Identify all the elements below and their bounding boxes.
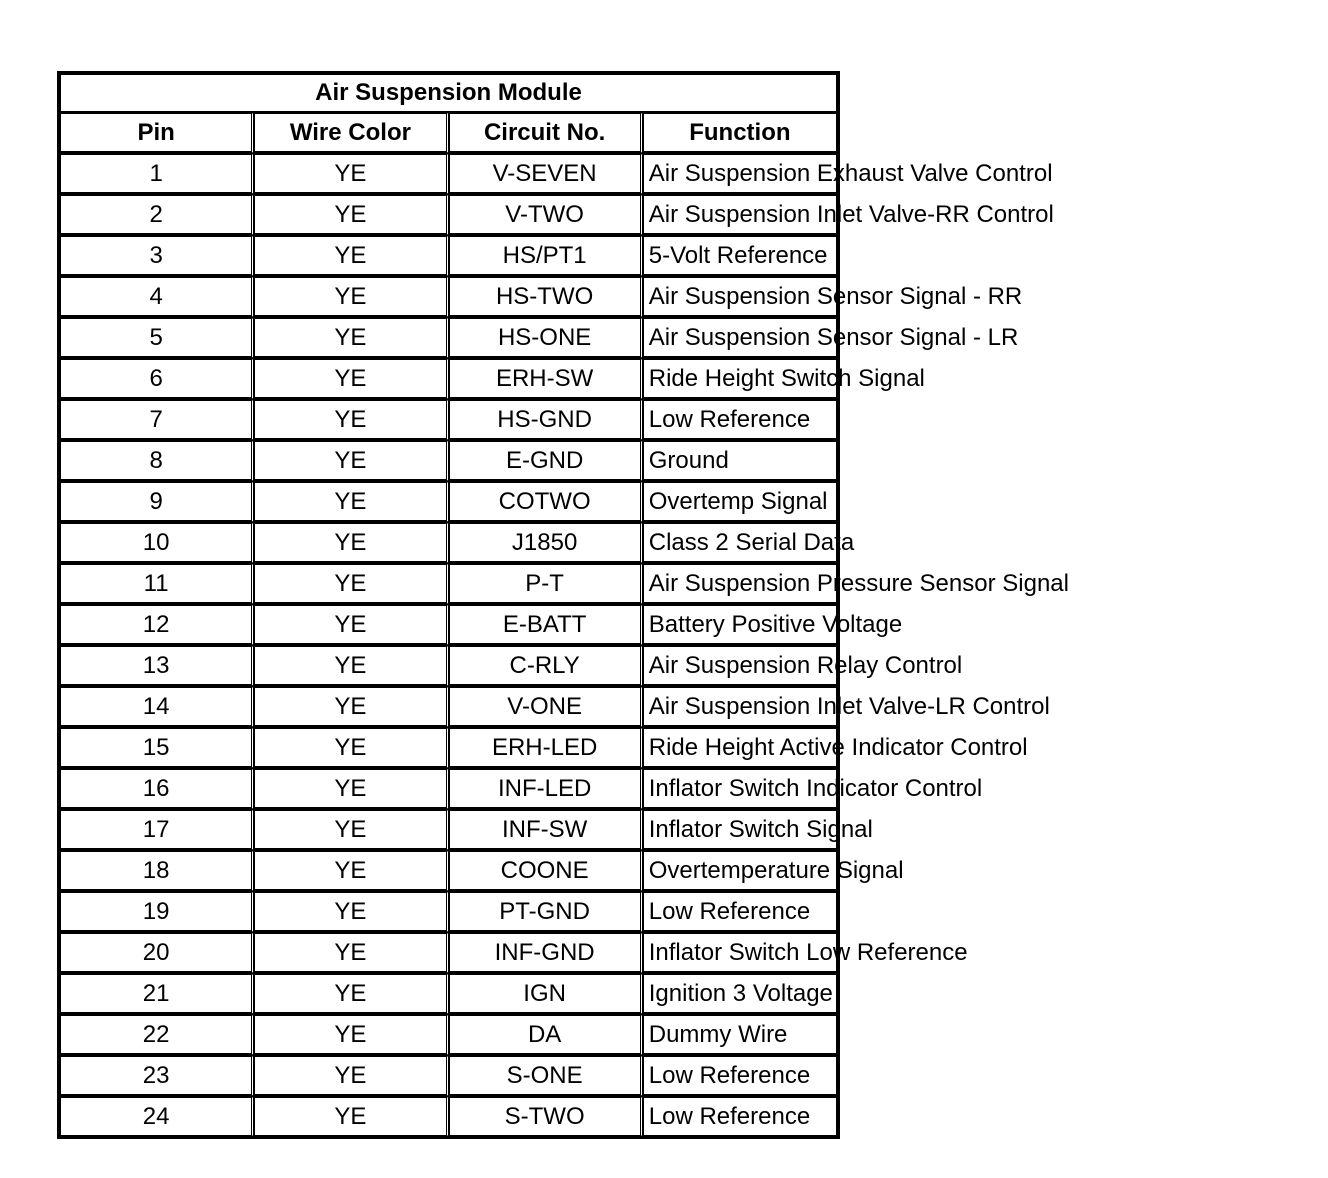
table-row [60,851,837,892]
table-row [60,195,837,236]
table-row [60,523,837,564]
function-cell: Low Reference [643,892,837,933]
table-row [60,277,837,318]
pin-cell: 1 [60,154,254,195]
function-cell: 5-Volt Reference [643,236,837,277]
table-row [60,769,837,810]
table-row [60,687,837,728]
function-cell: Air Suspension Sensor Signal - LR [643,318,837,359]
table-row [60,1097,837,1136]
function-cell: Low Reference [643,1097,837,1136]
wire-color-cell: YE [254,400,448,441]
function-cell: Air Suspension Sensor Signal - RR [643,277,837,318]
function-cell: Ignition 3 Voltage [643,974,837,1015]
pin-cell: 24 [60,1097,254,1136]
table-row [60,359,837,400]
circuit-cell: HS-TWO [449,277,643,318]
wire-color-cell: YE [254,605,448,646]
table-row [60,974,837,1015]
function-cell: Air Suspension Exhaust Valve Control [643,154,837,195]
wire-color-cell: YE [254,1097,448,1136]
function-cell: Ride Height Switch Signal [643,359,837,400]
function-cell: Air Suspension Inlet Valve-LR Control [643,687,837,728]
wire-color-cell: YE [254,482,448,523]
table-row [60,564,837,605]
circuit-cell: C-RLY [449,646,643,687]
wire-color-cell: YE [254,318,448,359]
wire-color-cell: YE [254,892,448,933]
pin-cell: 22 [60,1015,254,1056]
table-row [60,482,837,523]
table-row [60,646,837,687]
circuit-cell: COTWO [449,482,643,523]
wire-color-cell: YE [254,236,448,277]
pin-cell: 2 [60,195,254,236]
function-cell: Overtemp Signal [643,482,837,523]
circuit-cell: V-ONE [449,687,643,728]
circuit-cell: E-BATT [449,605,643,646]
table-row [60,318,837,359]
wire-color-cell: YE [254,564,448,605]
table-row [60,236,837,277]
wire-color-cell: YE [254,687,448,728]
function-cell: Air Suspension Relay Control [643,646,837,687]
pin-cell: 8 [60,441,254,482]
wire-color-cell: YE [254,1056,448,1097]
pin-cell: 7 [60,400,254,441]
wire-color-cell: YE [254,359,448,400]
function-cell: Dummy Wire [643,1015,837,1056]
circuit-cell: DA [449,1015,643,1056]
table-row [60,933,837,974]
pin-cell: 15 [60,728,254,769]
function-cell: Battery Positive Voltage [643,605,837,646]
wire-color-cell: YE [254,441,448,482]
pin-cell: 17 [60,810,254,851]
pin-cell: 18 [60,851,254,892]
circuit-cell: P-T [449,564,643,605]
pin-cell: 3 [60,236,254,277]
circuit-cell: ERH-SW [449,359,643,400]
circuit-cell: HS-GND [449,400,643,441]
wire-color-cell: YE [254,523,448,564]
table-body [60,154,1069,1136]
header-wire-color: Wire Color [254,113,448,154]
circuit-cell: PT-GND [449,892,643,933]
wire-color-cell: YE [254,851,448,892]
table-header-row [60,113,837,154]
wire-color-cell: YE [254,646,448,687]
circuit-cell: INF-LED [449,769,643,810]
circuit-cell: V-TWO [449,195,643,236]
wire-color-cell: YE [254,810,448,851]
header-pin: Pin [60,113,254,154]
pin-cell: 19 [60,892,254,933]
table-row [60,441,837,482]
table-caption-row [60,74,837,113]
function-cell: Class 2 Serial Data [643,523,837,564]
pin-cell: 20 [60,933,254,974]
pin-cell: 9 [60,482,254,523]
circuit-cell: S-ONE [449,1056,643,1097]
function-cell: Ride Height Active Indicator Control [643,728,837,769]
table-title: Air Suspension Module [60,74,837,113]
wire-color-cell: YE [254,974,448,1015]
circuit-cell: S-TWO [449,1097,643,1136]
pin-cell: 11 [60,564,254,605]
table-row [60,1015,837,1056]
header-circuit: Circuit No. [449,113,643,154]
function-cell: Air Suspension Pressure Sensor Signal [643,564,837,605]
circuit-cell: INF-GND [449,933,643,974]
pinout-table-container [57,71,1069,1139]
pin-cell: 10 [60,523,254,564]
wire-color-cell: YE [254,1015,448,1056]
function-cell: Inflator Switch Signal [643,810,837,851]
pinout-table [57,71,1069,1139]
pin-cell: 16 [60,769,254,810]
pin-cell: 13 [60,646,254,687]
table-row [60,605,837,646]
table-row [60,400,837,441]
circuit-cell: HS-ONE [449,318,643,359]
function-cell: Inflator Switch Indicator Control [643,769,837,810]
table-row [60,810,837,851]
pin-cell: 5 [60,318,254,359]
circuit-cell: COONE [449,851,643,892]
table-row [60,892,837,933]
function-cell: Air Suspension Inlet Valve-RR Control [643,195,837,236]
table-row [60,1056,837,1097]
pin-cell: 4 [60,277,254,318]
circuit-cell: E-GND [449,441,643,482]
header-function: Function [643,113,837,154]
pin-cell: 6 [60,359,254,400]
wire-color-cell: YE [254,154,448,195]
circuit-cell: ERH-LED [449,728,643,769]
pin-cell: 14 [60,687,254,728]
wire-color-cell: YE [254,195,448,236]
wire-color-cell: YE [254,728,448,769]
wire-color-cell: YE [254,933,448,974]
pin-cell: 21 [60,974,254,1015]
function-cell: Inflator Switch Low Reference [643,933,837,974]
function-cell: Low Reference [643,400,837,441]
table-row [60,154,837,195]
function-cell: Overtemperature Signal [643,851,837,892]
circuit-cell: V-SEVEN [449,154,643,195]
circuit-cell: HS/PT1 [449,236,643,277]
pin-cell: 12 [60,605,254,646]
circuit-cell: INF-SW [449,810,643,851]
function-cell: Ground [643,441,837,482]
pin-cell: 23 [60,1056,254,1097]
circuit-cell: IGN [449,974,643,1015]
table-row [60,728,837,769]
wire-color-cell: YE [254,277,448,318]
wire-color-cell: YE [254,769,448,810]
circuit-cell: J1850 [449,523,643,564]
function-cell: Low Reference [643,1056,837,1097]
